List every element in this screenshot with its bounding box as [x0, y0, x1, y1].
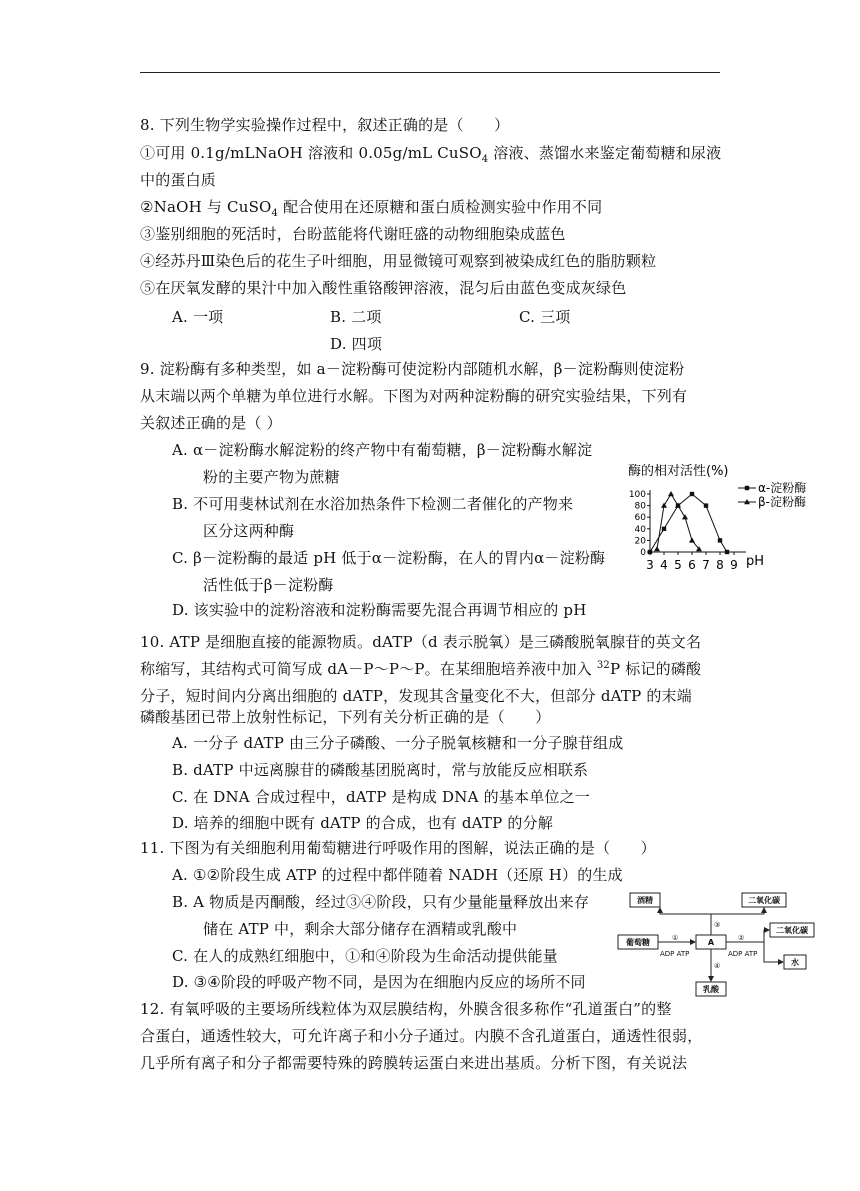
chart-title: 酶的相对活性(%) [628, 464, 729, 479]
y-tick-label-100: 100 [628, 490, 646, 500]
q8-statement-2: ②NaOH 与 CuSO$_4$ 配合使用在还原糖和蛋白质检测实验中作用不同 [140, 198, 603, 219]
series-1-point-1 [661, 503, 667, 508]
q9-option-a: A. α－淀粉酶水解淀粉的终产物中有葡萄糖，β－淀粉酶水解淀 [172, 441, 593, 459]
q10-option-b: B. dATP 中远离腺苷的磷酸基团脱离时，常与放能反应相联系 [172, 761, 589, 779]
series-0-point-3 [690, 492, 694, 496]
stage-1-label: ① [672, 934, 679, 942]
q8-option-b: B. 二项 [330, 308, 382, 326]
q8-stem: 8. 下列生物学实验操作过程中，叙述正确的是（ ） [140, 116, 510, 134]
series-1-point-5 [689, 537, 695, 542]
q11-option-c: C. 在人的成熟红细胞中，①和④阶段为生命活动提供能量 [172, 947, 558, 965]
header-rule [140, 72, 720, 73]
series-0-point-4 [704, 503, 708, 507]
q11-option-b: B. A 物质是丙酮酸，经过③④阶段，只有少量能量释放出来存 [172, 893, 590, 911]
q8-statement-5: ⑤在厌氧发酵的果汁中加入酸性重铬酸钾溶液，混匀后由蓝色变成灰绿色 [140, 279, 627, 297]
q8-statement-3: ③鉴别细胞的死活时，台盼蓝能将代谢旺盛的动物细胞染成蓝色 [140, 225, 566, 243]
q9-stem-line-2: 从末端以两个单糖为单位进行水解。下图为对两种淀粉酶的研究实验结果，下列有 [140, 387, 688, 405]
x-axis-label: pH [746, 554, 765, 569]
q10-stem-line-1: 10. ATP 是细胞直接的能源物质。dATP（d 表示脱氧）是三磷酸脱氧腺苷的英文名 [140, 633, 702, 651]
q9-stem-line-3: 关叙述正确的是（ ） [140, 414, 282, 432]
q9-option-b: B. 不可用斐林试剂在水浴加热条件下检测二者催化的产物来 [172, 495, 574, 513]
adp-atp-label-1: ADP ATP [660, 950, 690, 958]
label-co2-top: 二氧化碳 [748, 896, 780, 905]
q8-statement-4: ④经苏丹Ⅲ染色后的花生子叶细胞，用显微镜可观察到被染成红色的脂肪颗粒 [140, 252, 657, 270]
y-tick-label-80: 80 [634, 501, 646, 512]
label-jiujing: 酒精 [637, 896, 653, 905]
series-0-point-1 [662, 527, 666, 531]
q9-option-c: C. β－淀粉酶的最适 pH 低于α－淀粉酶，在人的胃内α－淀粉酶 [172, 549, 606, 567]
q10-option-a: A. 一分子 dATP 由三分子磷酸、一分子脱氧核糖和一分子腺苷组成 [172, 734, 624, 752]
y-tick-label-20: 20 [634, 536, 646, 547]
q9-option-c-cont: 活性低于β－淀粉酶 [203, 576, 334, 594]
q9-stem-line-1: 9. 淀粉酶有多种类型，如 a－淀粉酶可使淀粉内部随机水解，β－淀粉酶则使淀粉 [140, 360, 685, 378]
q10-option-c: C. 在 DNA 合成过程中，dATP 是构成 DNA 的基本单位之一 [172, 788, 591, 806]
q12-stem-line-2: 合蛋白，通透性较大，可允许离子和小分子通过。内膜不含孔道蛋白，通透性很弱， [140, 1027, 703, 1045]
arrow-2-water [764, 942, 783, 962]
label-water: 水 [791, 958, 799, 967]
q10-stem-line-3: 分子，短时间内分离出细胞的 dATP，发现其含量变化不大，但部分 dATP 的末端 [140, 687, 692, 705]
q10-stem-line-4: 磷酸基团已带上放射性标记，下列有关分析正确的是（ ） [140, 708, 551, 726]
q10-stem-line-2: 称缩写，其结构式可简写成 dA－P～P～P。在某细胞培养液中加入 $^{32}$P 标记的磷酸 [140, 660, 702, 678]
label-rusuan: 乳酸 [703, 985, 719, 994]
legend-label-0: α-淀粉酶 [758, 481, 807, 495]
q10-option-d: D. 培养的细胞中既有 dATP 的合成，也有 dATP 的分解 [172, 814, 553, 832]
x-tick-label-5: 5 [674, 558, 682, 572]
stage-3-label: ③ [714, 921, 721, 929]
series-0-point-5 [718, 538, 722, 542]
q11-stem: 11. 下图为有关细胞利用葡萄糖进行呼吸作用的图解，说法正确的是（ ） [140, 839, 656, 857]
series-1-point-2 [668, 491, 674, 496]
q8-statement-1-cont: 中的蛋白质 [140, 171, 217, 189]
q9-option-b-cont: 区分这两种酶 [203, 522, 295, 540]
stage-4-label: ④ [714, 962, 721, 970]
q12-stem-line-1: 12. 有氧呼吸的主要场所线粒体为双层膜结构，外膜含很多称作“孔道蛋白”的整 [140, 1000, 672, 1018]
label-putaotang: 葡萄糖 [626, 938, 650, 947]
label-co2-right: 二氧化碳 [776, 926, 808, 935]
arrow-3-jiujing [660, 908, 711, 914]
x-tick-label-7: 7 [702, 558, 710, 572]
enzyme-activity-chart [620, 458, 820, 588]
x-tick-label-9: 9 [730, 558, 738, 572]
series-0-point-6 [725, 550, 729, 554]
q11-option-d: D. ③④阶段的呼吸产物不同，是因为在细胞内反应的场所不同 [172, 973, 586, 991]
q8-option-c: C. 三项 [519, 308, 571, 326]
q8-statement-1: ①可用 0.1g/mLNaOH 溶液和 0.05g/mL CuSO$_4$ 溶液、蒸馏水来鉴定葡萄糖和尿液 [140, 144, 722, 165]
q9-option-d: D. 该实验中的淀粉溶液和淀粉酶需要先混合再调节相应的 pH [172, 601, 587, 619]
series-1-point-4 [682, 514, 688, 519]
y-tick-label-0: 0 [640, 548, 646, 558]
legend-marker-0 [745, 486, 749, 490]
x-tick-label-8: 8 [716, 558, 724, 572]
q9-option-a-cont: 粉的主要产物为蔗糖 [203, 468, 340, 486]
chart-legend [738, 480, 806, 509]
legend-label-1: β-淀粉酶 [758, 495, 806, 509]
arrow-3-co2 [711, 908, 764, 914]
q12-stem-line-3: 几乎所有离子和分子都需要特殊的跨膜转运蛋白来进出基质。分析下图，有关说法 [140, 1054, 688, 1072]
y-tick-label-60: 60 [634, 513, 646, 524]
y-tick-label-40: 40 [634, 524, 646, 535]
q8-option-a: A. 一项 [172, 308, 224, 326]
label-a: A [707, 938, 715, 947]
x-tick-label-3: 3 [646, 558, 654, 572]
stage-2-label: ② [738, 934, 745, 942]
respiration-diagram [614, 890, 824, 1000]
series-1-point-0 [654, 546, 660, 551]
q11-option-a: A. ①②阶段生成 ATP 的过程中都伴随着 NADH（还原 H）的生成 [172, 866, 623, 884]
adp-atp-label-2: ADP ATP [728, 950, 758, 958]
q8-option-d: D. 四项 [330, 335, 383, 353]
x-tick-label-4: 4 [660, 558, 668, 572]
q11-option-b-cont: 储在 ATP 中，剩余大部分储存在酒精或乳酸中 [203, 920, 518, 938]
chart-marks [648, 491, 729, 554]
series-0-point-0 [648, 550, 652, 554]
arrow-2-co2 [764, 930, 769, 942]
x-tick-label-6: 6 [688, 558, 696, 572]
